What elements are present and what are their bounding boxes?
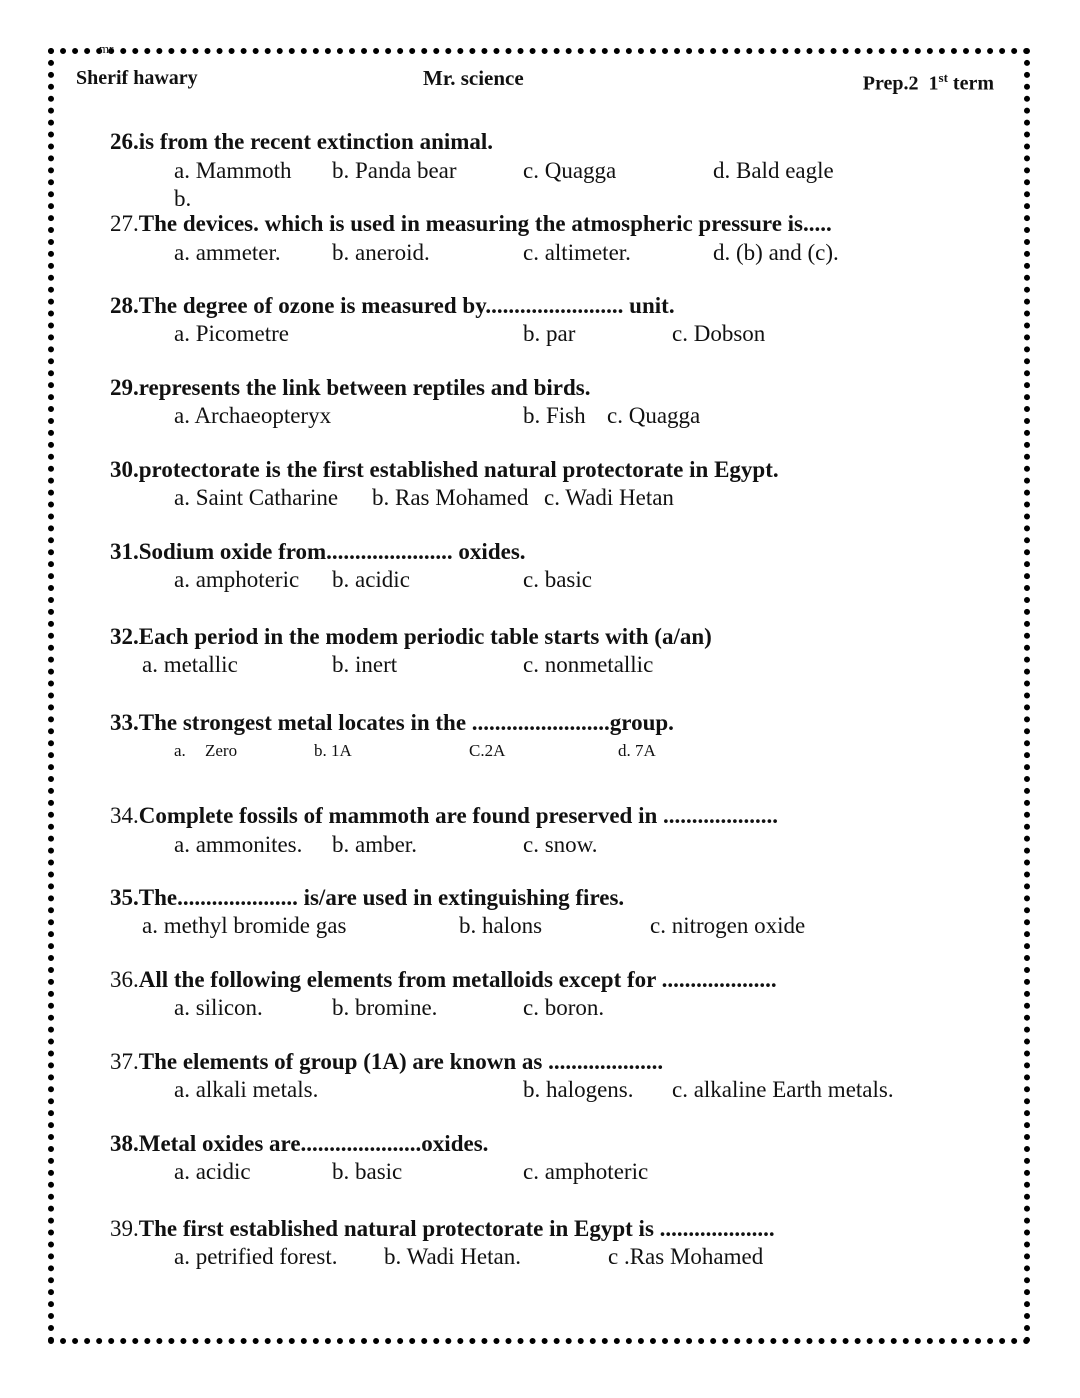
option: c. Quagga bbox=[607, 403, 701, 428]
option: a. alkali metals. bbox=[174, 1077, 319, 1102]
question-36: 36.All the following elements from metalloids except for .................... bbox=[110, 967, 777, 992]
option: c. Quagga bbox=[523, 158, 617, 183]
grade-label: Prep.2 bbox=[862, 72, 919, 95]
author-name: Sherif hawary bbox=[76, 67, 198, 89]
question-29: 29.represents the link between reptiles and birds. bbox=[110, 375, 591, 400]
option: b. Fish bbox=[523, 403, 586, 428]
option: b. par bbox=[523, 321, 576, 346]
teacher-title: Mr. science bbox=[423, 66, 524, 90]
option: b. halogens. bbox=[523, 1077, 634, 1102]
question-27: 27.The devices. which is used in measuring the atmospheric pressure is..... bbox=[110, 211, 832, 236]
option: c. amphoteric bbox=[523, 1159, 649, 1184]
option: c. Dobson bbox=[672, 321, 766, 346]
question-35: 35.The..................... is/are used in extinguishing fires. bbox=[110, 885, 625, 910]
term-suffix: st bbox=[938, 70, 948, 85]
question-32: 32.Each period in the modem periodic table starts with (a/an) bbox=[110, 624, 712, 649]
option: d. (b) and (c). bbox=[713, 240, 839, 265]
logo-mark: mr bbox=[99, 41, 114, 56]
option: a. acidic bbox=[174, 1159, 251, 1184]
option: a. ammonites. bbox=[174, 832, 303, 857]
option: c. nitrogen oxide bbox=[650, 913, 806, 938]
grade-term bbox=[863, 64, 994, 98]
option: a. Saint Catharine bbox=[174, 485, 339, 510]
option: a. Picometre bbox=[174, 321, 289, 346]
option: b. aneroid. bbox=[332, 240, 430, 265]
question-30: 30.protectorate is the first established natural protectorate in Egypt. bbox=[110, 457, 779, 482]
option: b. Wadi Hetan. bbox=[384, 1244, 521, 1269]
stray-option-label: b. bbox=[174, 186, 192, 211]
option: d. Bald eagle bbox=[713, 158, 834, 183]
option: a. bbox=[174, 741, 186, 760]
option: a. methyl bromide gas bbox=[142, 913, 347, 938]
option: c. alkaline Earth metals. bbox=[672, 1077, 894, 1102]
option: b. Ras Mohamed bbox=[372, 485, 529, 510]
option: a. petrified forest. bbox=[174, 1244, 338, 1269]
question-38: 38.Metal oxides are.....................oxides. bbox=[110, 1131, 489, 1156]
option: a. metallic bbox=[142, 652, 238, 677]
option: c. boron. bbox=[523, 995, 605, 1020]
option: c. snow. bbox=[523, 832, 598, 857]
option: b. amber. bbox=[332, 832, 417, 857]
option: b. inert bbox=[332, 652, 398, 677]
option: a. ammeter. bbox=[174, 240, 281, 265]
term-word: term bbox=[952, 72, 994, 95]
question-37: 37.The elements of group (1A) are known as .................... bbox=[110, 1049, 664, 1074]
option: c .Ras Mohamed bbox=[608, 1244, 764, 1269]
option: c. nonmetallic bbox=[523, 652, 654, 677]
option: b. basic bbox=[332, 1159, 403, 1184]
option: c. altimeter. bbox=[523, 240, 631, 265]
option: a. silicon. bbox=[174, 995, 263, 1020]
question-28: 28.The degree of ozone is measured by........................ unit. bbox=[110, 293, 675, 318]
option: a. Archaeopteryx bbox=[174, 403, 332, 428]
option: d. 7A bbox=[618, 741, 656, 760]
option: a. Mammoth bbox=[174, 158, 292, 183]
term-number: 1 bbox=[928, 72, 939, 95]
option: b. Panda bear bbox=[332, 158, 457, 183]
question-33: 33.The strongest metal locates in the ........................group. bbox=[110, 710, 674, 735]
question-39: 39.The first established natural protectorate in Egypt is .................... bbox=[110, 1216, 775, 1241]
question-34: 34.Complete fossils of mammoth are found preserved in .................... bbox=[110, 803, 779, 828]
option: b. 1A bbox=[314, 741, 352, 760]
option: b. bromine. bbox=[332, 995, 438, 1020]
question-26: 26.is from the recent extinction animal. bbox=[110, 129, 494, 154]
question-31: 31.Sodium oxide from...................... oxides. bbox=[110, 539, 526, 564]
option: b. acidic bbox=[332, 567, 410, 592]
option: c. basic bbox=[523, 567, 592, 592]
option: c. Wadi Hetan bbox=[544, 485, 674, 510]
option: b. halons bbox=[459, 913, 543, 938]
option: a. amphoteric bbox=[174, 567, 300, 592]
option: Zero bbox=[205, 741, 238, 760]
option: C.2A bbox=[469, 741, 506, 760]
